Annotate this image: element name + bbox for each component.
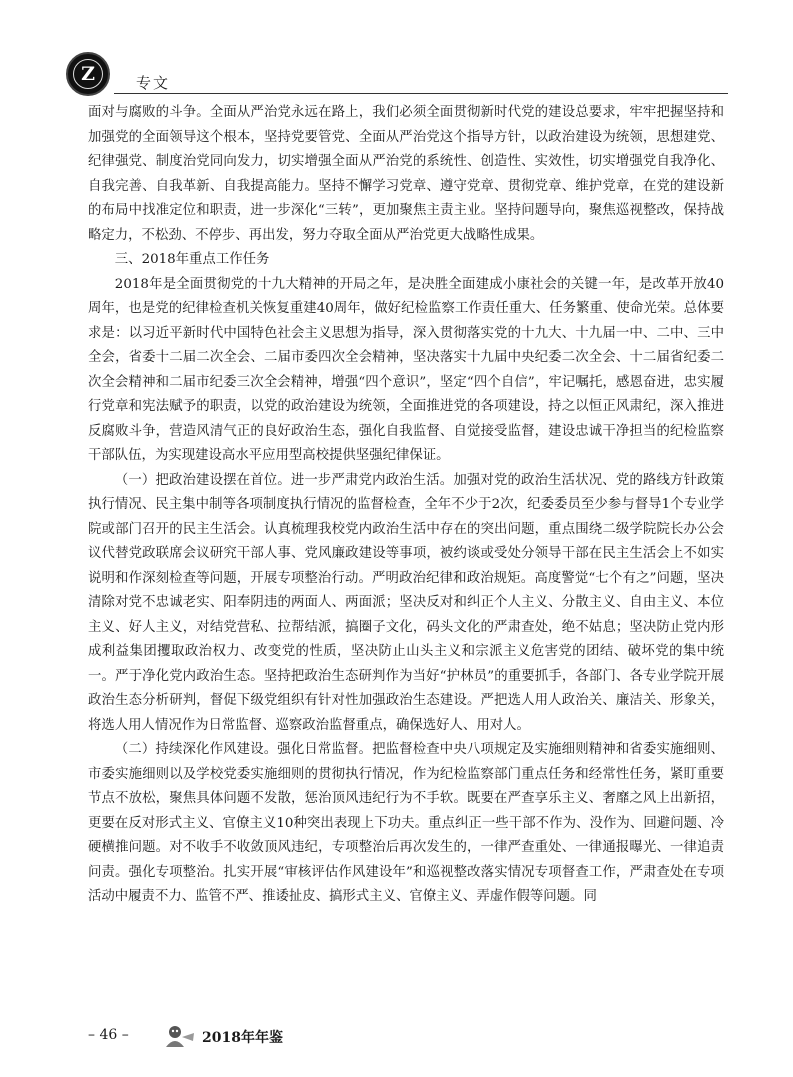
mascot-icon — [160, 1023, 198, 1049]
page-footer — [88, 1023, 388, 1051]
section-heading: 三、2018年重点工作任务 — [114, 252, 270, 267]
paragraph-continued: 面对与腐败的斗争。全面从严治党永远在路上，我们必须全面贯彻新时代党的建设总要求，牢牢把握坚持和加强党的全面领导这个根本，坚持党要管党、全面从严治党这个指导方针，以政治建设为统领，思想建党、纪律强党、制度治党同向发力，切实增强全面从严治党的系统性、创造性、实效性，切实增强党自我净化、自我完善、自我革新、自我提高能力。坚持不懈学习党章、遵守党章、贯彻党章、维护党章，在党的建设新的布局中找准定位和职责，进一步深化“三转”，更加聚焦主责主业。坚持问题导向，聚焦巡视整改，保持战略定力，不松劲、不停步、再出发，努力夺取全面从严治党更大战略性成果。 — [88, 105, 724, 243]
paragraph: 2018年是全面贯彻党的十九大精神的开局之年，是决胜全面建成小康社会的关键一年，是改革开放40周年，也是党的纪律检查机关恢复重建40周年，做好纪检监察工作责任重大、任务繁重、使命光荣。总体要求是：以习近平新时代中国特色社会主义思想为指导，深入贯彻落实党的十九大、十九届一中、二中、三中全会，省委十二届二次全会、二届市委四次全会精神，坚决落实十九届中央纪委二次全会、十二届省纪委二次全会精神和二届市纪委三次全会精神，增强“四个意识”，坚定“四个自信”，牢记嘱托，感恩奋进，忠实履行党章和宪法赋予的职责，以党的政治建设为统领，全面推进党的各项建设，持之以恒正风肃纪，深入推进反腐败斗争，营造风清气正的良好政治生态，强化自我监督、自觉接受监督，建设忠诚干净担当的纪检监察干部队伍，为实现建设高水平应用型高校提供坚强纪律保证。 — [88, 276, 724, 463]
header-rule — [114, 93, 728, 94]
paragraph: （二）持续深化作风建设。强化日常监督。把监督检查中央八项规定及实施细则精神和省委实施细则、市委实施细则以及学校党委实施细则的贯彻执行情况，作为纪检监察部门重点任务和经常性任务，紧盯重要节点不放松，聚焦具体问题不发散，惩治顶风违纪行为不手软。既要在严查享乐主义、奢靡之风上出新招，更要在反对形式主义、官僚主义10种突出表现上下功夫。重点纠正一些干部不作为、没作为、回避问题、冷硬横推问题。对不收手不收敛顶风违纪，专项整治后再次发生的，一律严查重处、一律通报曝光、一律追责问责。强化专项整治。扎实开展“审核评估作风建设年”和巡视整改落实情况专项督查工作，严肃查处在专项活动中履责不力、监管不严、推诿扯皮、搞形式主义、官僚主义、弄虚作假等问题。同 — [88, 742, 724, 904]
logo-glyph: Z — [81, 63, 95, 85]
section-label: 专文 — [136, 74, 171, 92]
university-logo — [66, 52, 110, 96]
yearbook-title: 2018年年鉴 — [202, 1030, 283, 1046]
page-header — [66, 52, 728, 94]
article-body — [88, 101, 724, 910]
paragraph: （一）把政治建设摆在首位。进一步严肃党内政治生活。加强对党的政治生活状况、党的路线方针政策执行情况、民主集中制等各项制度执行情况的监督检查，全年不少于2次，纪委委员至少参与督导1个专业学院或部门召开的民主生活会。认真梳理我校党内政治生活中存在的突出问题，重点围绕二级学院院长办公会议代替党政联席会议研究干部人事、党风廉政建设等事项，被约谈或受处分领导干部在民主生活会上不如实说明和作深刻检查等问题，开展专项整治行动。严明政治纪律和政治规矩。高度警觉“七个有之”问题，坚决清除对党不忠诚老实、阳奉阴违的两面人、两面派；坚决反对和纠正个人主义、分散主义、自由主义、本位主义、好人主义，对结党营私、拉帮结派，搞圈子文化，码头文化的严肃查处，绝不姑息；坚决防止党内形成利益集团攫取政治权力、改变党的性质，坚决防止山头主义和宗派主义危害党的团结、破坏党的集中统一。严于净化党内政治生态。坚持把政治生态研判作为当好“护林员”的重要抓手，各部门、各专业学院开展政治生态分析研判，督促下级党组织有针对性加强政治生态建设。严把选人用人政治关、廉洁关、形象关，将选人用人情况作为日常监督、巡察政治监督重点，确保选好人、用对人。 — [88, 472, 724, 733]
page-number: – 46 – — [88, 1027, 129, 1043]
